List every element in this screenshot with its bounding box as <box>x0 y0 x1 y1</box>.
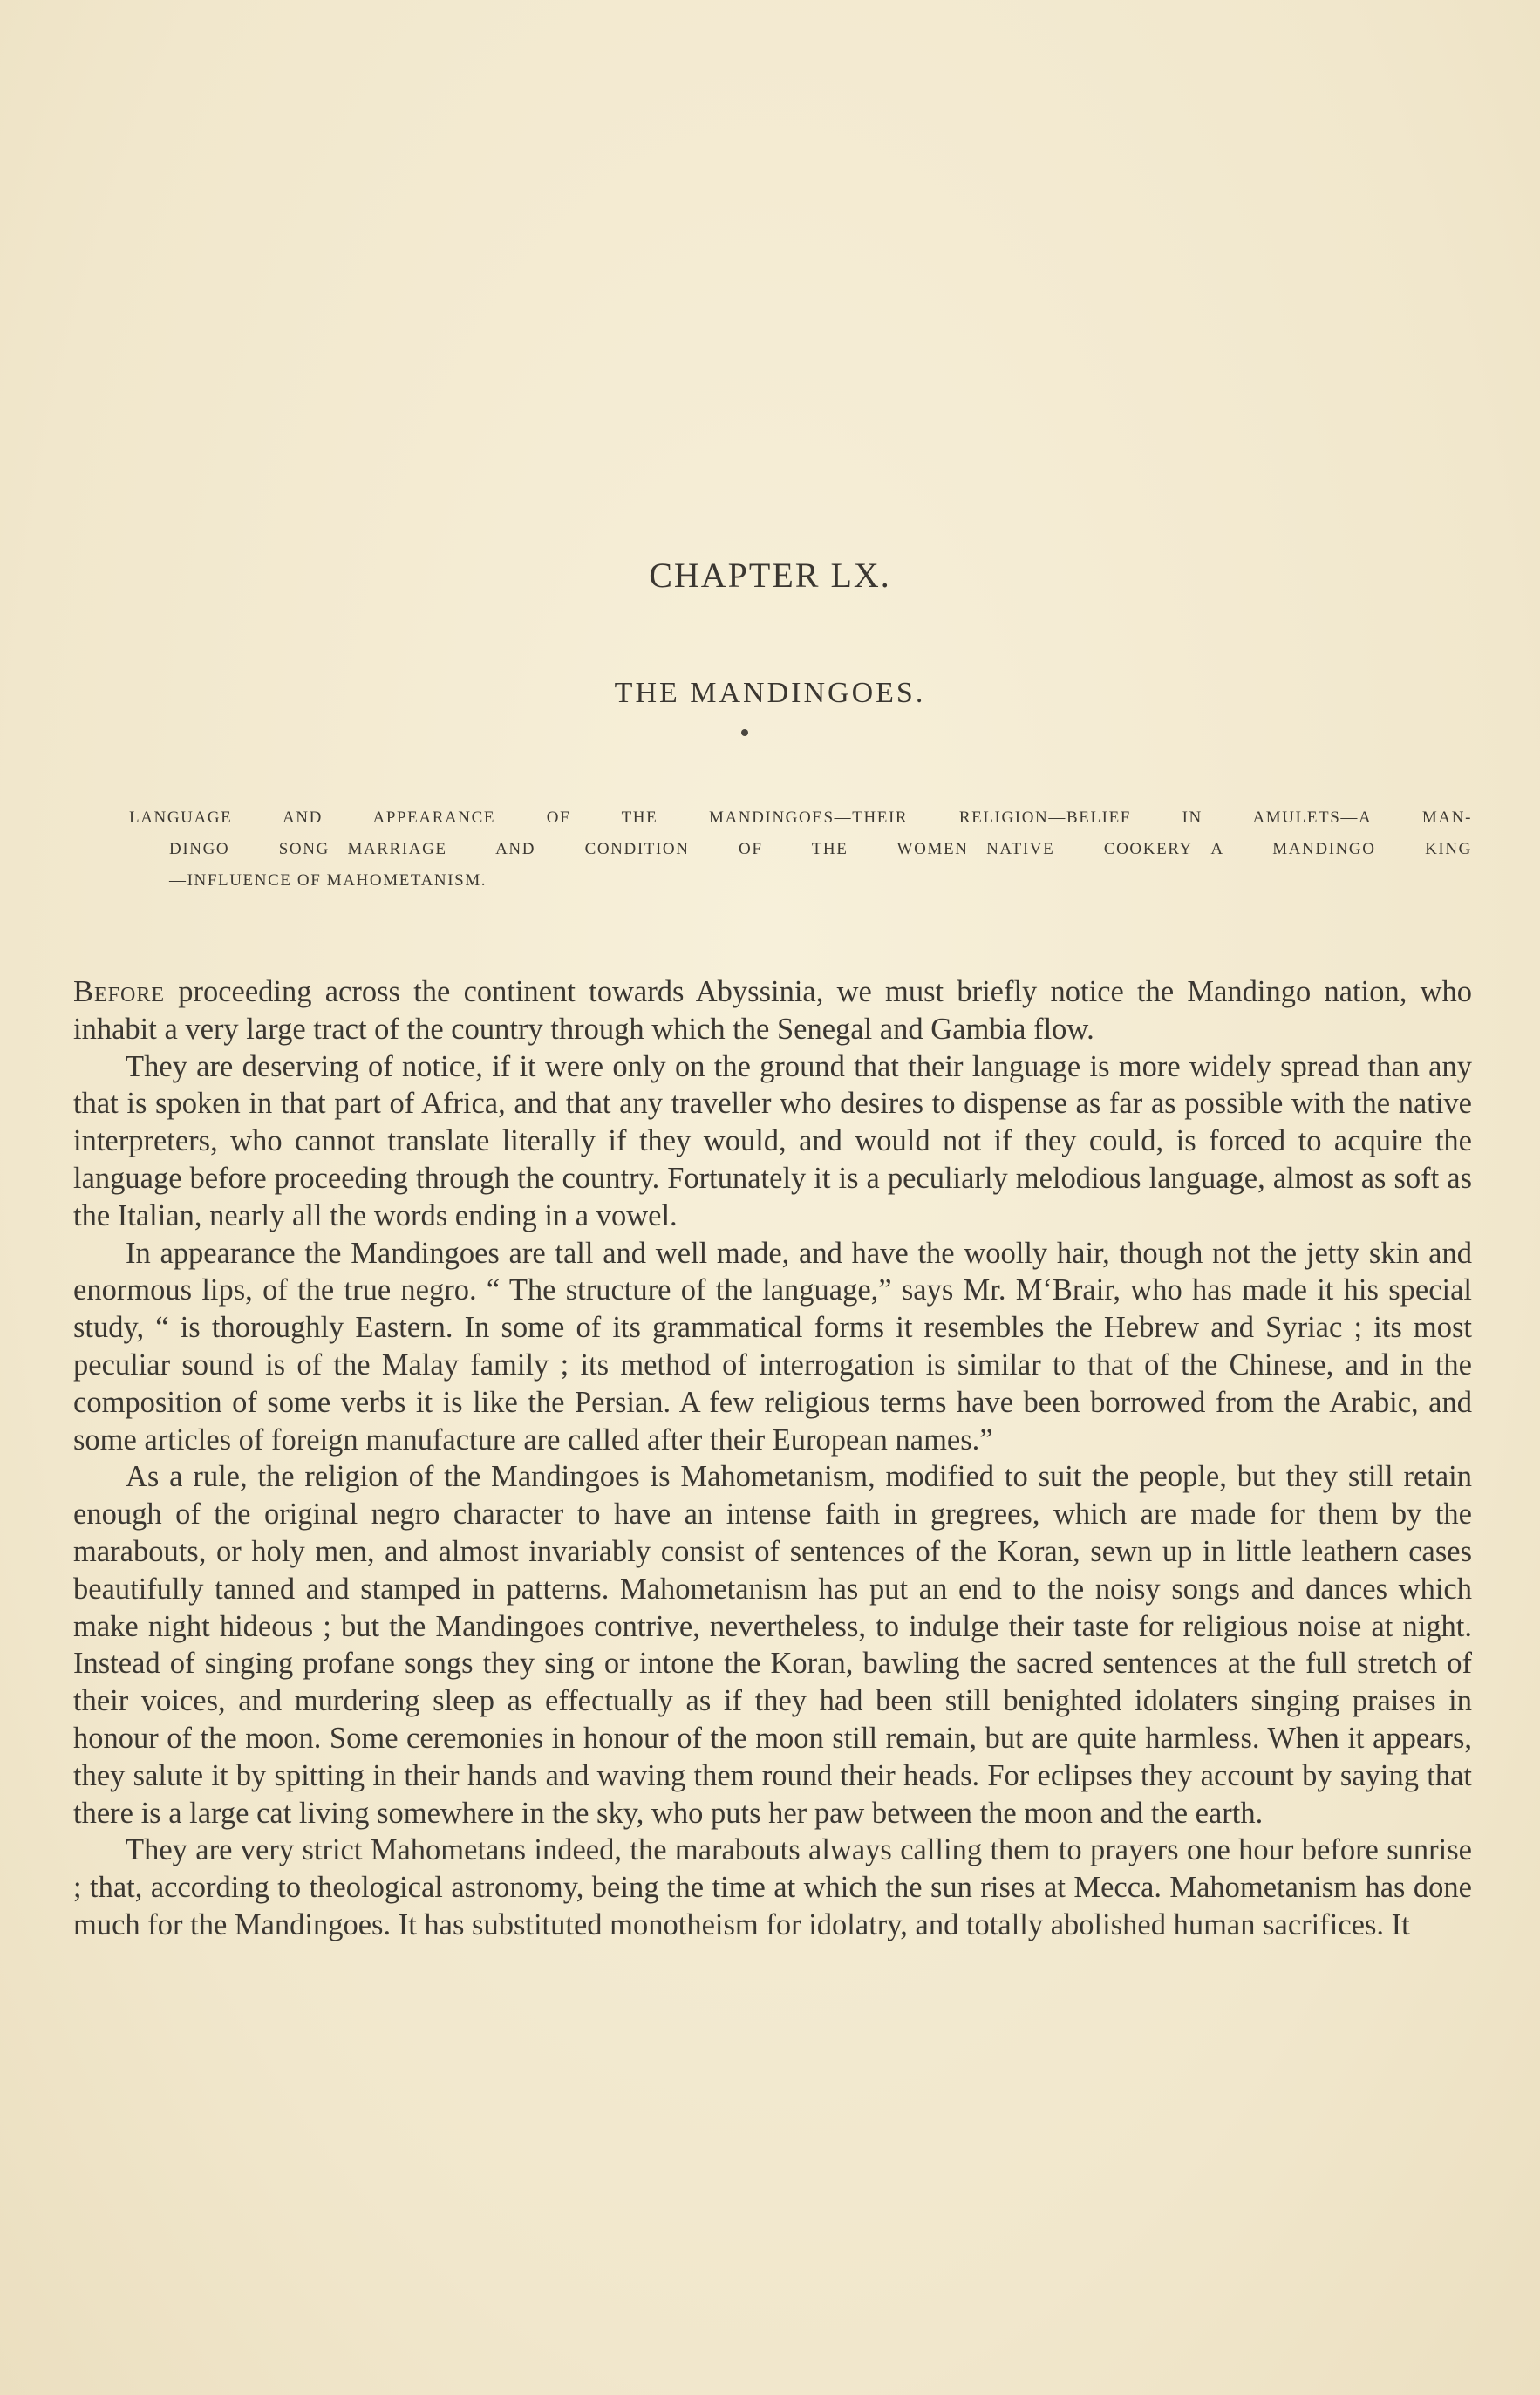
body-text <box>73 973 1472 1944</box>
synopsis-line: —INFLUENCE OF MAHOMETANISM. <box>169 871 487 890</box>
paragraph: In appearance the Mandingoes are tall and well made, and have the woolly hair, though not the jetty skin and enormous lips, of the true negro. “ The structure of the language,” says Mr. M‘Brair, who has made it his special study, “ is thoroughly Eastern. In some of its grammatical forms it resembles the Hebrew and Syriac ; its most peculiar sound is of the Malay family ; its method of interrogation is similar to that of the Chinese, and in the composition of some verbs it is like the Persian. A few religious terms have been borrowed from the Arabic, and some articles of foreign manufacture are called after their European names.” <box>73 1236 1472 1457</box>
paragraph: They are very strict Mahometans indeed, the marabouts always calling them to prayers one hour before sunrise ; that, according to theological astronomy, being the time at which the sun rises at Mecca. Mahometanism has done much for the Mandingoes. It has substituted monotheism for idolatry, and totally abolished human sacrifices. It <box>73 1833 1472 1941</box>
chapter-heading: CHAPTER LX. <box>649 556 891 595</box>
drop-word: Before <box>73 975 166 1008</box>
synopsis-line: LANGUAGE AND APPEARANCE OF THE MANDINGOES—THEIR RELIGION—BELIEF IN AMULETS—A MAN- <box>129 809 1472 827</box>
paragraph: As a rule, the religion of the Mandingoes is Mahometanism, modified to suit the people, but they still retain enough of the original negro character to have an intense faith in gregrees, which are made for them by the marabouts, or holy men, and almost invariably consist of sentences of the Koran, sewn up in little leathern cases beautifully tanned and stamped in patterns. Mahometanism has put an end to the noisy songs and dances which make night hideous ; but the Mandingoes contrive, nevertheless, to indulge their taste for religious noise at night. Instead of singing profane songs they sing or intone the Koran, bawling the sacred sentences at the full stretch of their voices, and murdering sleep as effectually as if they had been still benighted idolaters singing praises in honour of the moon. Some ceremonies in honour of the moon still remain, but are quite harmless. When it appears, they salute it by spitting in their hands and waving them round their heads. For eclipses they account by saying that there is a large cat living somewhere in the sky, who puts her paw between the moon and the earth. <box>73 1460 1472 1830</box>
paragraph <box>73 973 1472 1048</box>
chapter-synopsis <box>129 802 1472 897</box>
paragraph: They are deserving of notice, if it were only on the ground that their language is more widely spread than any that is spoken in that part of Africa, and that any traveller who desires to dispense as far as possible with the native interpreters, who cannot translate literally if they would, and would not if they could, is forced to acquire the language before proceeding through the country. Fortunately it is a peculiarly melodious language, almost as soft as the Italian, nearly all the words ending in a vowel. <box>73 1049 1472 1232</box>
ornament-dot <box>741 729 748 736</box>
paragraph-text: proceeding across the continent towards Abyssinia, we must briefly notice the Mandingo nation, who inhabit a very large tract of the country through which the Senegal and Gambia flow. <box>73 975 1472 1046</box>
synopsis-line: DINGO SONG—MARRIAGE AND CONDITION OF THE WOMEN—NATIVE COOKERY—A MANDINGO KING <box>169 840 1472 858</box>
chapter-subtitle: THE MANDINGOES. <box>614 677 926 709</box>
